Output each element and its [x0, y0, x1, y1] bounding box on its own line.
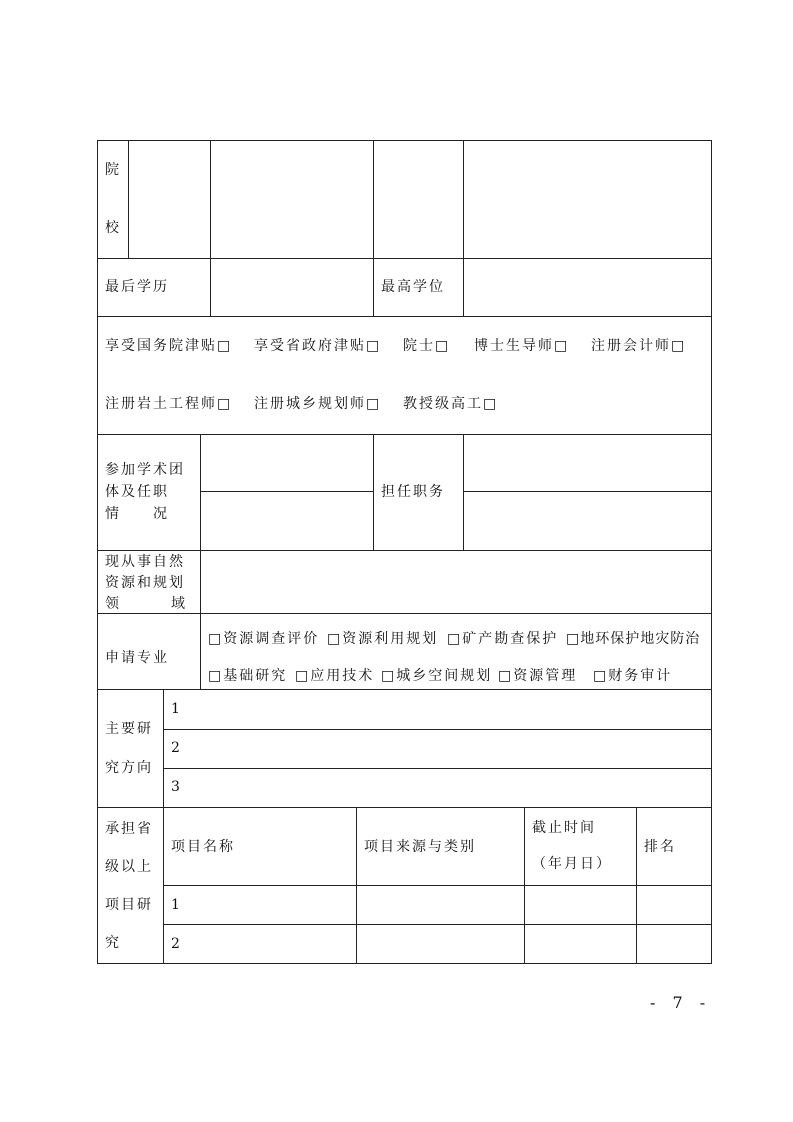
field-label-line: 资源和规划: [105, 575, 185, 591]
table-line: [97, 258, 712, 259]
col-header-deadline-format: （年月日）: [532, 856, 612, 872]
projects-label-line: 承担省: [105, 821, 153, 837]
table-line: [636, 807, 637, 964]
specialty-option[interactable]: □矿产勘查保护: [447, 631, 559, 647]
specialty-option[interactable]: □资源调查评价: [208, 631, 320, 647]
projects-label-line: 究: [105, 935, 121, 951]
page-number: - 7 -: [650, 993, 712, 1012]
specialty-option[interactable]: □基础研究: [208, 668, 288, 684]
project-row-number: 2: [171, 936, 180, 952]
table-line: [97, 434, 712, 435]
col-header-rank: 排名: [644, 839, 676, 855]
table-line: [163, 689, 164, 964]
table-line: [200, 550, 201, 613]
table-line: [463, 434, 464, 550]
table-line: [97, 550, 712, 551]
academic-label-line: 参加学术团: [105, 462, 185, 478]
table-line: [524, 807, 525, 964]
specialty-option[interactable]: □资源利用规划: [327, 631, 439, 647]
last-education-label: 最后学历: [105, 279, 169, 295]
honor-option[interactable]: 院士□: [403, 338, 451, 354]
table-border-bottom: [97, 963, 712, 964]
table-line: [200, 613, 201, 689]
research-label-line: 主要研: [105, 721, 153, 737]
field-label-line: 现从事自然: [105, 554, 185, 570]
specialty-option[interactable]: □城乡空间规划: [381, 668, 493, 684]
honor-option[interactable]: 享受国务院津贴□: [105, 338, 233, 354]
projects-label-line: 级以上: [105, 859, 153, 875]
table-line: [373, 140, 374, 316]
table-line: [163, 885, 712, 886]
table-line: [97, 689, 712, 690]
table-line: [200, 491, 374, 492]
research-row-number: 1: [171, 701, 180, 717]
specialty-label: 申请专业: [105, 650, 169, 666]
honor-option[interactable]: 享受省政府津贴□: [254, 338, 382, 354]
honor-option[interactable]: 注册会计师□: [591, 338, 687, 354]
table-line: [163, 768, 712, 769]
col-header-deadline: 截止时间: [532, 820, 596, 836]
academic-label-line: 体及任职: [105, 484, 169, 500]
table-line: [97, 613, 712, 614]
table-line: [463, 140, 464, 316]
projects-label-line: 项目研: [105, 897, 153, 913]
specialty-option[interactable]: □应用技术: [295, 668, 375, 684]
table-line: [463, 491, 712, 492]
col-header-project-name: 项目名称: [171, 839, 235, 855]
school-label-char-1: 院: [105, 162, 119, 178]
research-label-line: 究方向: [105, 760, 153, 776]
table-line: [97, 807, 712, 808]
table-line: [200, 434, 201, 550]
specialty-option[interactable]: □财务审计: [593, 668, 673, 684]
table-line: [128, 140, 129, 258]
specialty-option[interactable]: □地环保护地灾防治: [566, 631, 701, 647]
field-label-line: 领 域: [105, 596, 185, 612]
project-row-number: 1: [171, 897, 180, 913]
table-line: [210, 140, 211, 316]
table-border-top: [97, 140, 712, 141]
highest-degree-label: 最高学位: [381, 279, 445, 295]
table-line: [97, 316, 712, 317]
honor-option[interactable]: 注册岩土工程师□: [105, 396, 233, 412]
specialty-option[interactable]: □资源管理: [498, 668, 578, 684]
school-label-char-2: 校: [105, 220, 119, 236]
col-header-project-source: 项目来源与类别: [364, 839, 476, 855]
table-line: [163, 729, 712, 730]
table-border-left: [97, 140, 98, 964]
academic-label-line: 情 况: [105, 506, 167, 522]
research-row-number: 3: [171, 779, 180, 795]
honor-option[interactable]: 博士生导师□: [474, 338, 570, 354]
honor-option[interactable]: 教授级高工□: [403, 396, 499, 412]
table-line: [373, 434, 374, 550]
table-line: [163, 924, 712, 925]
research-row-number: 2: [171, 740, 180, 756]
table-border-right: [711, 140, 712, 964]
position-label: 担任职务: [381, 484, 445, 500]
honor-option[interactable]: 注册城乡规划师□: [254, 396, 382, 412]
table-line: [356, 807, 357, 964]
